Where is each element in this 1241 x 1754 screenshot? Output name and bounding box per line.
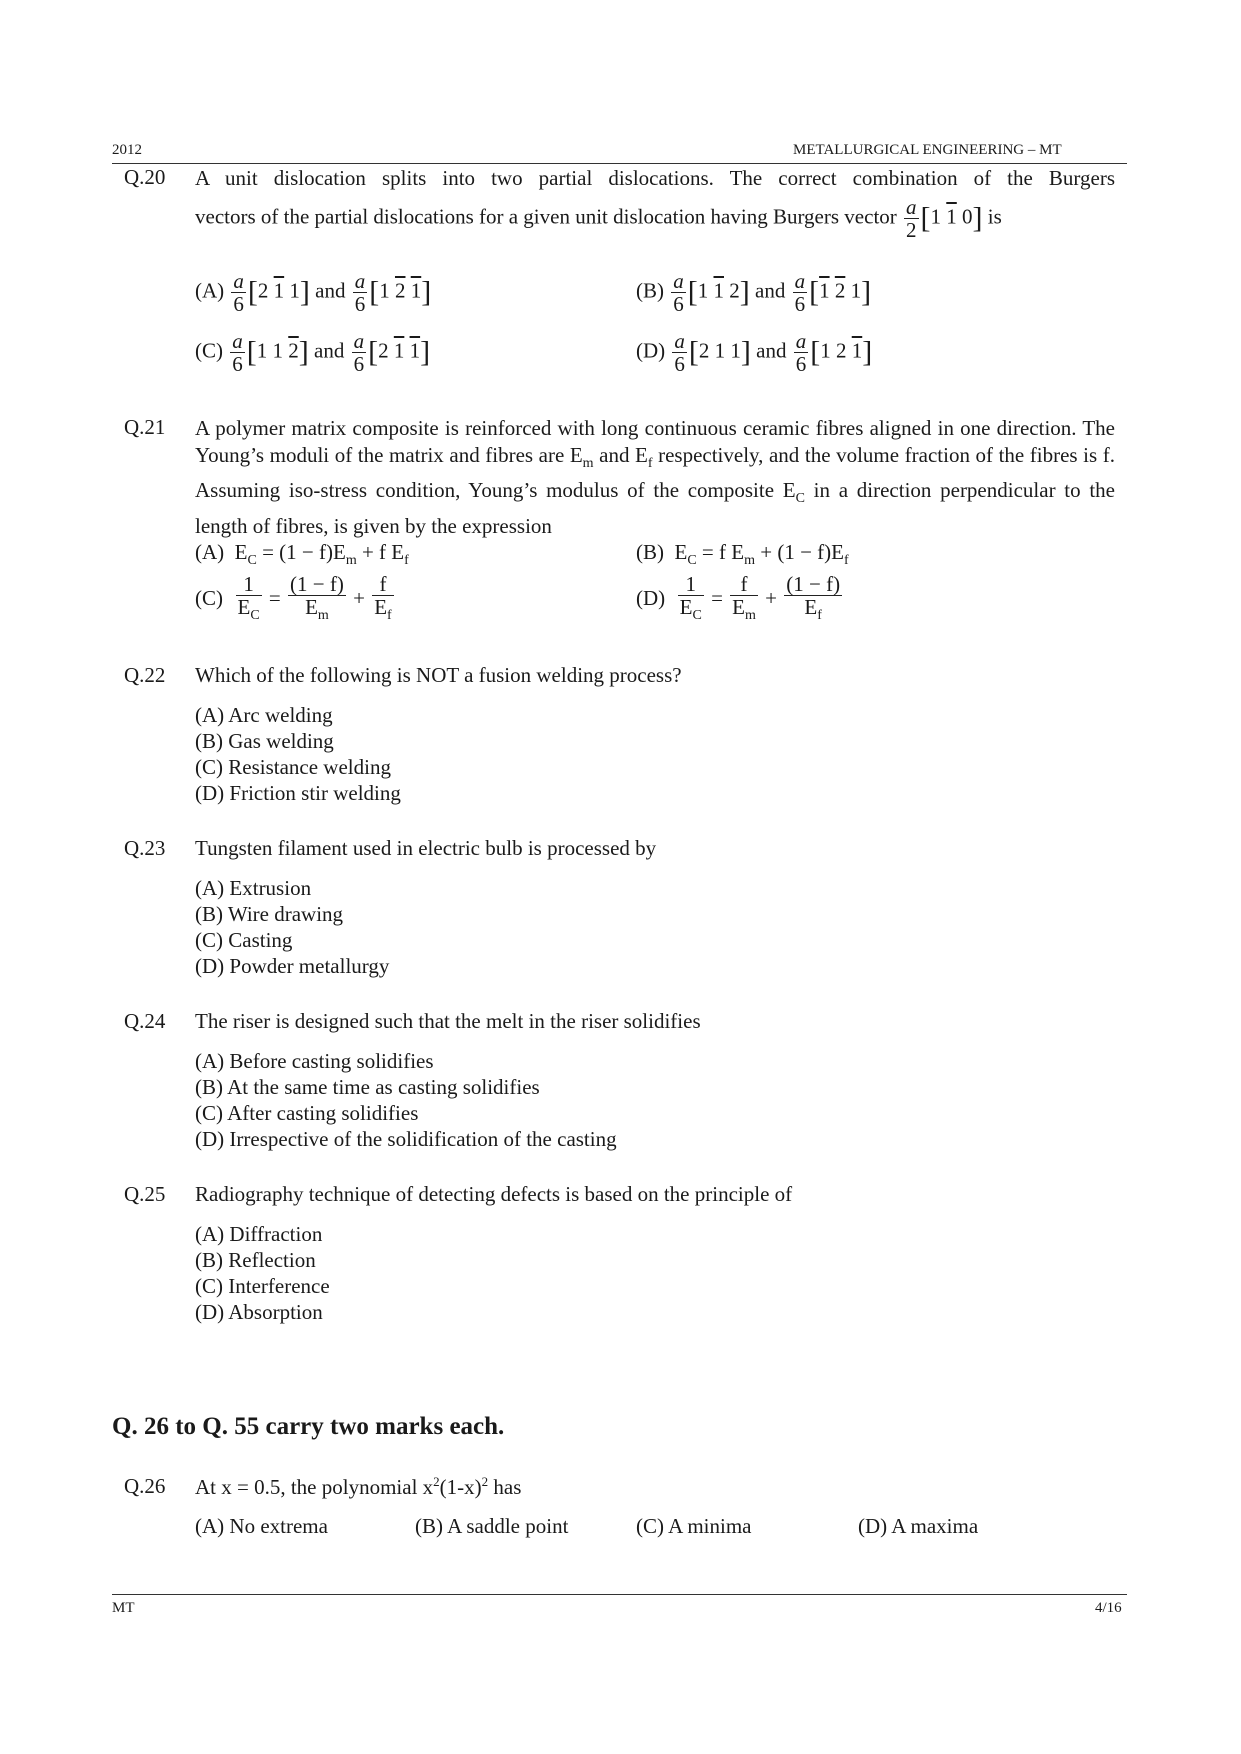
q25-option-a: (A) Diffraction [195,1222,323,1246]
q21-option-b: (B) $E_C = f$ $E_m + (1 - f)E_f$ [636,540,849,569]
header-title: METALLURGICAL ENGINEERING – MT [793,142,1062,158]
q20-option-d: (D) $\frac{a}{6}$ [2 1 1] and $\frac{a}{6}$ [1 2 1] [636,329,873,376]
q20-number: Q.20 [124,165,166,189]
q21-option-a: (A) $E_C = (1 - f)E_m + f$ $E_f$ [195,540,409,569]
q20-stem-end: is [987,204,1002,229]
q21-stem: A polymer matrix composite is reinforced with long continuous ceramic fibres aligned in one direction. The Young’s moduli of the matrix and fibres are $E_m$ and $E_f$ respectively, and the volume fraction of the fibres is f. Assuming iso-stress condition, Young’s modulus of the composite $E_C$ in a direction perpendicular to the length of fibres, is given by the expression [195,416,1115,538]
q25-stem: Radiography technique of detecting defects is based on the principle of [195,1182,793,1206]
q20-option-c: (C) $\frac{a}{6}$ [1 1 2] and $\frac{a}{6}$ [2 1 1] [195,329,431,376]
q22-number: Q.22 [124,663,166,687]
q20-fraction-a2: $\frac{a}{2}$ [906,195,917,242]
q26-number: Q.26 [124,1474,166,1498]
section-heading: Q. 26 to Q. 55 carry two marks each. [112,1413,505,1440]
q25-option-d: (D) Absorption [195,1300,323,1324]
q22-option-b: (B) Gas welding [195,729,334,753]
q26-option-a: (A) No extrema [195,1514,328,1538]
q25-number: Q.25 [124,1182,166,1206]
q26-option-d: (D) A maxima [858,1514,979,1538]
q23-option-b: (B) Wire drawing [195,902,344,926]
footer-left: MT [112,1600,135,1616]
q24-option-b: (B) At the same time as casting solidifies [195,1075,540,1099]
q26-option-c: (C) A minima [636,1514,752,1538]
q20-stem-line1: A unit dislocation splits into two partial dislocations. The correct combination of the Burgers [195,166,1115,190]
q21-number: Q.21 [124,415,166,439]
q20-stem-line2: vectors of the partial dislocations for a given unit dislocation having Burgers vector $\frac{a}{2}$ [1 1 0] is [195,195,1002,242]
q22-option-c: (C) Resistance welding [195,755,391,779]
header-year: 2012 [112,142,142,158]
q23-option-c: (C) Casting [195,928,293,952]
footer-rule [112,1594,1127,1595]
q22-option-a: (A) Arc welding [195,703,333,727]
q23-option-a: (A) Extrusion [195,876,312,900]
q23-stem: Tungsten filament used in electric bulb is processed by [195,836,657,860]
q24-option-d: (D) Irrespective of the solidification of the casting [195,1127,617,1151]
q25-option-c: (C) Interference [195,1274,330,1298]
q23-option-d: (D) Powder metallurgy [195,954,390,978]
q23-number: Q.23 [124,836,166,860]
q22-stem: Which of the following is NOT a fusion welding process? [195,663,682,687]
q20-option-b: (B) $\frac{a}{6}$ [1 1 2] and $\frac{a}{6}$ [1 2 1] [636,269,872,316]
q21-option-c: (C) $\frac{1}{E_C}$ = $\frac{(1 - f)}{E_m}$ + $\frac{f}{E_f}$ [195,573,396,627]
header-rule [112,163,1127,164]
q24-number: Q.24 [124,1009,166,1033]
q20-stem-line2-text: vectors of the partial dislocations for a given unit dislocation having Burgers vector [195,204,897,229]
q24-stem: The riser is designed such that the melt in the riser solidifies [195,1009,701,1033]
q24-option-a: (A) Before casting solidifies [195,1049,434,1073]
q25-option-b: (B) Reflection [195,1248,316,1272]
q21-option-d: (D) $\frac{1}{E_C}$ = $\frac{f}{E_m}$ + $\frac{(1 - f)}{E_f}$ [636,573,844,627]
q24-option-c: (C) After casting solidifies [195,1101,419,1125]
q26-option-b: (B) A saddle point [415,1514,569,1538]
footer-page-number: 4/16 [1095,1600,1122,1616]
q26-stem: At x = 0.5, the polynomial $x^2(1-x)^2$ has [195,1474,522,1499]
q22-option-d: (D) Friction stir welding [195,781,401,805]
q20-option-a: (A) $\frac{a}{6}$ [2 1 1] and $\frac{a}{6}$ [1 2 1] [195,269,432,316]
